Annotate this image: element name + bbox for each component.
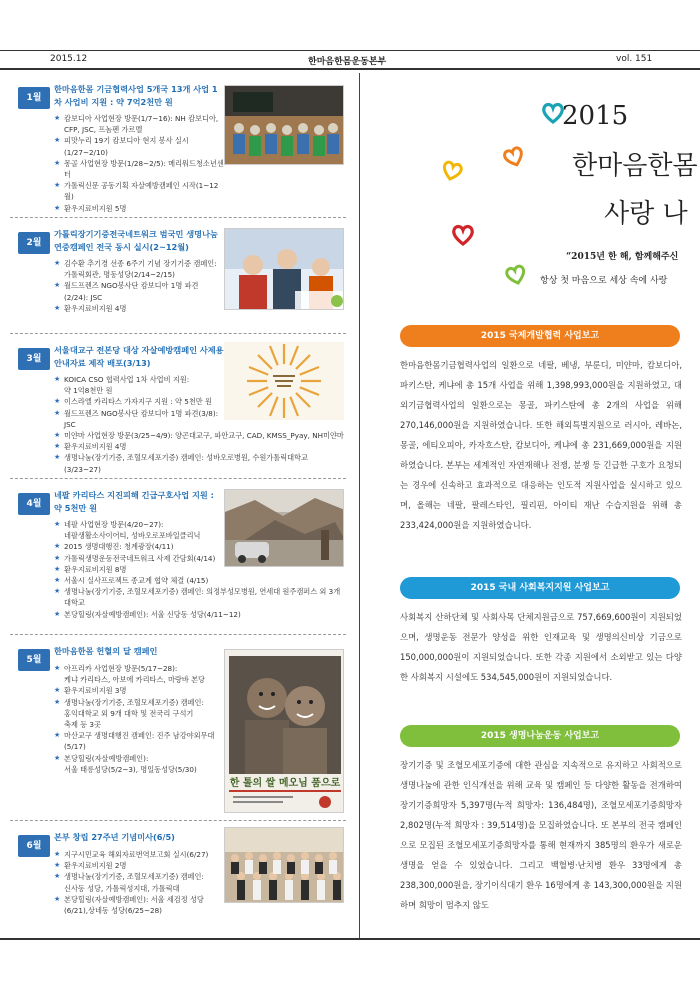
month-item-list	[54, 374, 344, 475]
month-row-june	[10, 821, 346, 939]
list-item: ★ 생명나눔(장기기증, 조혈모세포기증) 캠페인:	[54, 697, 226, 708]
month-item-list	[54, 849, 226, 916]
list-item: 케냐 카리타스, 아보에 카리타스, 마랑바 본당	[64, 675, 205, 685]
hero-subtitle-line1: 한마음한몸	[572, 151, 698, 181]
list-item: ★ 가톨릭생명운동전국네트워크 사제 간담회(4/14)	[54, 553, 226, 564]
list-item: ★ 피맛누리 19기 캄보디아 현지 봉사 실시	[54, 135, 226, 146]
heart-icon	[450, 223, 476, 247]
volume-number: vol. 151	[616, 54, 653, 64]
list-item: ★ KOICA CSO 협력사업 1차 사업비 지원:	[54, 374, 226, 385]
hero-title: 2015	[562, 101, 629, 131]
list-item: ★ 가톨릭신문 공동기획 자살예방캠페인 시작(1~12월)	[54, 180, 226, 202]
list-item: 홍익대학교 외 9개 대학 및 전국리 구석기	[64, 708, 194, 718]
sunburst-brochure-image	[224, 342, 344, 420]
section-header-life-sharing: 2015 생명나눔운동 사업보고	[400, 725, 680, 747]
section-body-life-sharing: 장기기증 및 조혈모세포기증에 대한 관심을 지속적으로 유지하고 사회적으로 생명나눔에 관한 인식개선을 위해 교육 및 캠페인 등 다양한 활동을 전개하여 장기기증희망자 5,397명(누적 희망자: 136,484명), 조혈모세포기증희망자 2,802명(누적 희망자 : 39,514명)을 모집하였습니다. 또 본부의 전국 캠페인으로 모집된 조혈모세포기증희망자를 통해 현재까지 385명의 환우가 새로운 생명을 얻을 수 있었습니다. 그리고 백혈병·난치병 환우 33명에게 총 238,300,000원을, 장기이식대기 환우 16명에게 총 143,300,000원을 지원하며 희망이 멈추지 않도	[400, 760, 682, 910]
month-badge: 6월	[18, 835, 50, 857]
earthquake-rubble-photo	[224, 489, 344, 567]
list-item: ★ 아프리카 사업현장 방문(5/17~28):	[54, 663, 226, 674]
list-item: ★ 환우지료비지원 4명	[54, 303, 226, 314]
month-item-list	[54, 113, 226, 214]
list-item: ★ 환우지료비지원 2명	[54, 860, 226, 871]
month-title: 가톨릭장기기증전국네트워크 범국민 생명나눔 연중캠페인 전국 동시 실시(2~12월)	[54, 229, 218, 252]
month-row-april	[10, 479, 346, 635]
month-item-list	[54, 519, 341, 620]
list-item: ★ 본당힐링(자살예방캠페인):	[54, 753, 226, 764]
list-item: CFP, JSC, 프놈펜 가르멜	[64, 125, 143, 135]
poster-caption: 한 톨의 쌀 메오님 품으로	[229, 778, 341, 789]
list-item: ★ 환우지료비지원 3명	[54, 685, 226, 696]
month-title: 한마음한몸 기금협력사업 5개국 13개 사업 1차 사업비 지원 : 약 7억2천만 원	[54, 84, 218, 107]
list-item: ★ 네팔 사업현장 방문(4/20~27):	[54, 519, 226, 530]
list-item: ★ 본당힐링(자살예방캠페인): 서울 세검정 성당	[54, 894, 226, 905]
month-badge: 5월	[18, 649, 50, 671]
month-row-january	[10, 73, 346, 218]
list-item: ★ 환우지료비지원 5명	[54, 203, 226, 214]
month-badge: 2월	[18, 232, 50, 254]
section-header-domestic: 2015 국내 사회복지지원 사업보고	[400, 577, 680, 599]
list-item: ★ 마산교구 생명대행진 캠페인: 진주 남강야외무대	[54, 730, 226, 741]
list-item: ★ 이스라엘 카리타스 가자지구 지원 : 약 5천만 원	[54, 396, 226, 407]
month-badge: 1월	[18, 87, 50, 109]
list-item: ★ 환우지료비지원 8명	[54, 564, 226, 575]
month-row-march	[10, 334, 346, 479]
anniversary-group-photo	[224, 827, 344, 903]
heart-icon	[440, 159, 464, 183]
section-body-international: 한마음한몸기금협력사업의 일환으로 네팔, 베냉, 부룬디, 미얀마, 캄보디아, 파키스탄, 케냐에 총 15개 사업을 위해 1,398,993,000원을 지원하였고, 대외기금협력사업의 일환으로는 몽골, 파키스탄에 총 2개의 사업을 위해 270,146,000원을 지원하였습니다. 또한 해외특별지원으로 러시아, 레바논, 몽골, 에티오피아, 카자흐스탄, 캄보디아, 케냐에 총 231,669,000원을 지원하였습니다. 본부는 세계적인 자연재해나 전쟁, 분쟁 등 긴급한 구호가 요청되는 경우에 신속하고 효과적으로 대응하는 인도적 지원사업을 실시하고 있으며, 올해는 네팔, 팔레스타인, 필리핀, 아이티 재난 수습지원을 위해 총 233,424,000원을 지원하였습니다.	[400, 360, 682, 530]
section-body-domestic: 사회복지 산하단체 및 사회사목 단체지원금으로 757,669,600원이 지원되었으며, 생명운동 전문가 양성을 위한 인재교육 및 생명의신비상 기금으로 150,000,000원이 지원되었습니다. 또한 각종 지원에서 소외받고 있는 다양한 사회복지 시설에도 534,545,000원이 지원되었습니다.	[400, 612, 682, 682]
list-item: (2/24): JSC	[64, 292, 103, 302]
monthly-timeline	[0, 73, 360, 939]
month-item-list	[54, 258, 226, 314]
list-item: ★ 캄보디아 사업현장 방문(1/7~16): NH 캄보디아,	[54, 113, 226, 124]
month-title: 서울대교구 전본당 대상 자살예방캠페인 사제용 안내자료 제작 배포(3/13)	[54, 345, 224, 368]
heart-icon	[502, 145, 526, 169]
list-item: ★ 월드프렌즈 NGO봉사단 캄보디아 1명 파견	[54, 280, 226, 291]
month-title: 한마음한몸 헌혈의 달 캠페인	[54, 646, 158, 656]
list-item: ★ 2015 생명대행진: 청계광장(4/11)	[54, 541, 226, 552]
list-item: ★ 환우지료비지원 4명	[54, 441, 226, 452]
list-item: 약 1억8천만 원	[64, 386, 113, 396]
list-item: 신사동 성당, 가톨릭성지대, 가톨릭대	[64, 883, 180, 893]
month-title: 네팔 카리타스 지진피해 긴급구호사업 지원 : 약 5천만 원	[54, 490, 214, 513]
classroom-photo	[224, 85, 344, 165]
hero-subtitle-line2: 사랑 나	[604, 199, 688, 229]
list-item: ★ 생명나눔(장기기증, 조혈모세포기증) 캠페인:	[54, 871, 226, 882]
month-badge: 3월	[18, 348, 50, 370]
list-item: ★ 미얀마 사업현장 방문(3/25~4/9): 양곤대교구, 파안교구, CAD, KMSS_Pyay, NH미얀마	[54, 430, 344, 441]
hero-quote-line1: “2015년 한 해, 함께해주신	[566, 252, 679, 262]
list-item: ★ 지구시민교육 해외자료번역보고회 실시(6/27)	[54, 849, 226, 860]
list-item: ★ 몽골 사업현장 방문(1/28~2/5): 메리워드청소년센터	[54, 158, 226, 180]
list-item: ★ 월드프렌즈 NGO봉사단 캄보디아 1명 파견(3/8): JSC	[54, 408, 226, 430]
heart-icon	[504, 263, 528, 287]
list-item: 서울 태릉성당(5/2~3), 명일동성당(5/30)	[64, 764, 197, 774]
list-item: ★ 생명나눔(장기기증, 조혈모세포기증) 캠페인: 성바오로병원, 수원가톨릭대학교(3/23~27)	[54, 452, 344, 474]
hero-quote-line2: 항상 첫 마음으로 세상 속에 사랑	[540, 276, 668, 286]
list-item: 네팔생활소사이어티, 성바오로포바일클리닉	[64, 531, 201, 541]
list-item: (1/27~2/10)	[64, 147, 108, 157]
month-item-list	[54, 663, 226, 775]
campaign-people-photo	[224, 228, 344, 310]
section-header-international: 2015 국제개발협력 사업보고	[400, 325, 680, 347]
month-row-may	[10, 635, 346, 821]
list-item: 가톨릭회관, 명동성당(2/14~2/15)	[64, 270, 175, 280]
rice-campaign-poster	[224, 649, 344, 813]
organization-name: 한마음한몸운동본부	[308, 57, 387, 67]
list-item: ★ 본당힐링(자살예방캠페인): 서울 신당동 성당(4/11~12)	[54, 609, 344, 620]
list-item: (5/17)	[64, 742, 86, 752]
annual-report-column	[362, 73, 700, 939]
list-item: (6/21),상네동 성당(6/25~28)	[64, 906, 162, 916]
issue-date: 2015.12	[50, 54, 88, 64]
list-item: 축제 등 3곳	[64, 720, 101, 730]
list-item: ★ 생명나눔(장기기증, 조혈모세포기증) 캠페인: 의정부성모병원, 연세대 원주캠퍼스 외 3개 대학교	[54, 586, 344, 608]
list-item: ★ 서울시 실사프로젝트 종교계 협약 체결 (4/15)	[54, 575, 226, 586]
page-header	[0, 50, 700, 70]
month-badge: 4월	[18, 493, 50, 515]
month-row-february	[10, 218, 346, 334]
month-title: 본부 창립 27주년 기념미사(6/5)	[54, 832, 175, 842]
list-item: ★ 김수환 추기경 선종 6주기 기념 장기기증 캠페인:	[54, 258, 226, 269]
bottom-divider	[0, 938, 700, 940]
